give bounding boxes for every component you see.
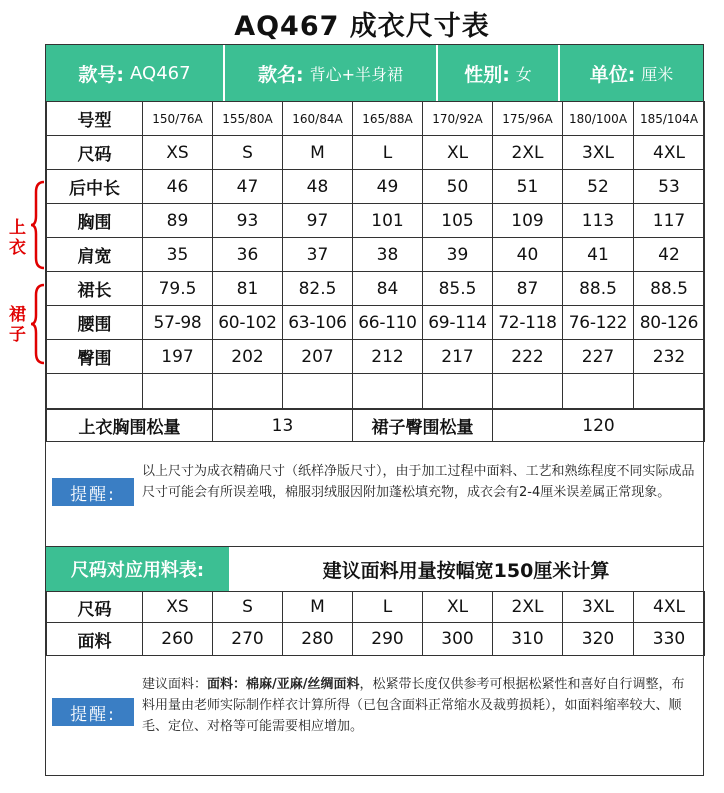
- fabric-amount-cell: 310: [493, 623, 563, 656]
- size-cell: 227: [563, 340, 634, 374]
- size-cell: 60-102: [213, 306, 283, 340]
- size-cell: 113: [563, 204, 634, 238]
- size-cell: 212: [353, 340, 423, 374]
- size-cell: 57-98: [143, 306, 213, 340]
- size-cell: 232: [634, 340, 705, 374]
- fabric-size-cell: M: [283, 592, 353, 623]
- size-cell: 160/84A: [283, 102, 353, 136]
- size-cell: 53: [634, 170, 705, 204]
- size-row-label: 肩宽: [47, 238, 143, 272]
- size-row-label: 尺码: [47, 136, 143, 170]
- size-row-label: 臀围: [47, 340, 143, 374]
- page-title: AQ467 成衣尺寸表: [234, 11, 490, 42]
- gender-value: 女: [515, 64, 532, 84]
- reminder-text-2-prefix: 建议面料：: [142, 677, 208, 692]
- reminder-note-2: [46, 656, 703, 776]
- fabric-size-cell: XL: [423, 592, 493, 623]
- fabric-section-label: 尺码对应用料表:: [46, 547, 229, 591]
- reminder-text-2: [142, 674, 697, 737]
- fabric-size-cell: XS: [143, 592, 213, 623]
- size-row: [47, 374, 705, 409]
- fabric-size-row: [47, 592, 705, 623]
- unit-label: 单位:: [589, 63, 636, 86]
- skirt-ease-value: 120: [493, 410, 705, 442]
- style-no-cell: [46, 45, 225, 101]
- size-cell: 42: [634, 238, 705, 272]
- size-cell: 38: [353, 238, 423, 272]
- skirt-brace-icon: [30, 283, 46, 365]
- size-cell: XS: [143, 136, 213, 170]
- size-row: [47, 136, 705, 170]
- fabric-size-cell: 3XL: [563, 592, 634, 623]
- size-cell: 79.5: [143, 272, 213, 306]
- size-cell: 48: [283, 170, 353, 204]
- size-cell: 202: [213, 340, 283, 374]
- size-cell: 39: [423, 238, 493, 272]
- unit-value: 厘米: [641, 64, 674, 84]
- fabric-size-cell: 2XL: [493, 592, 563, 623]
- size-cell: 47: [213, 170, 283, 204]
- size-cell: 88.5: [634, 272, 705, 306]
- size-cell: 165/88A: [353, 102, 423, 136]
- size-cell: 40: [493, 238, 563, 272]
- size-cell: S: [213, 136, 283, 170]
- size-cell: 51: [493, 170, 563, 204]
- size-cell: 84: [353, 272, 423, 306]
- size-cell: 185/104A: [634, 102, 705, 136]
- size-row: [47, 238, 705, 272]
- size-cell: [213, 374, 283, 409]
- size-cell: 88.5: [563, 272, 634, 306]
- size-cell: 170/92A: [423, 102, 493, 136]
- fabric-table: [46, 591, 705, 656]
- size-row-label: 裙长: [47, 272, 143, 306]
- ease-table: [46, 409, 705, 442]
- size-cell: 46: [143, 170, 213, 204]
- style-no-value: AQ467: [130, 62, 191, 84]
- reminder-tag-1: 提醒:: [52, 478, 134, 506]
- top-brace-icon: [30, 180, 46, 270]
- size-cell: M: [283, 136, 353, 170]
- size-cell: [353, 374, 423, 409]
- style-no-label: 款号:: [78, 63, 125, 86]
- size-cell: 4XL: [634, 136, 705, 170]
- size-cell: [283, 374, 353, 409]
- reminder-text-2-body: ，松紧带长度仅供参考可根据松紧性和喜好自行调整，布料用量由老师实际制作样衣计算所得（已包含面料正常缩水及裁剪损耗），如面料缩率较大、顺毛、定位、对格等可能需要相应增加。: [142, 677, 685, 734]
- top-ease-value: 13: [213, 410, 353, 442]
- unit-cell: [560, 45, 703, 101]
- style-name-value: 背心+半身裙: [309, 64, 404, 84]
- size-cell: 35: [143, 238, 213, 272]
- fabric-size-cell: 4XL: [634, 592, 705, 623]
- gender-label: 性别:: [464, 63, 510, 86]
- size-row-label: 号型: [47, 102, 143, 136]
- size-cell: 37: [283, 238, 353, 272]
- size-cell: 89: [143, 204, 213, 238]
- skirt-ease-label: 裙子臀围松量: [353, 410, 493, 442]
- size-cell: [563, 374, 634, 409]
- size-cell: 175/96A: [493, 102, 563, 136]
- size-cell: 117: [634, 204, 705, 238]
- size-row-label: 后中长: [47, 170, 143, 204]
- reminder-text-2-bold: 面料：棉麻/亚麻/丝绸面料: [207, 677, 360, 692]
- fabric-amount-cell: 270: [213, 623, 283, 656]
- size-cell: 109: [493, 204, 563, 238]
- fabric-size-cell: S: [213, 592, 283, 623]
- size-cell: 180/100A: [563, 102, 634, 136]
- size-cell: 155/80A: [213, 102, 283, 136]
- top-side-label: 上衣: [9, 218, 26, 258]
- size-cell: 72-118: [493, 306, 563, 340]
- skirt-side-label: 裙子: [9, 305, 26, 345]
- size-cell: 97: [283, 204, 353, 238]
- fabric-amount-header: 面料: [47, 623, 143, 656]
- size-cell: 50: [423, 170, 493, 204]
- fabric-amount-cell: 280: [283, 623, 353, 656]
- size-row-label: [47, 374, 143, 409]
- size-table: [46, 101, 705, 409]
- size-cell: 82.5: [283, 272, 353, 306]
- size-cell: 52: [563, 170, 634, 204]
- top-ease-label: 上衣胸围松量: [47, 410, 213, 442]
- size-cell: 197: [143, 340, 213, 374]
- size-cell: 76-122: [563, 306, 634, 340]
- size-row: [47, 306, 705, 340]
- size-cell: [634, 374, 705, 409]
- size-cell: 69-114: [423, 306, 493, 340]
- size-cell: 150/76A: [143, 102, 213, 136]
- size-cell: [493, 374, 563, 409]
- style-name-label: 款名:: [257, 63, 304, 86]
- size-cell: 217: [423, 340, 493, 374]
- size-row-label: 胸围: [47, 204, 143, 238]
- size-cell: [143, 374, 213, 409]
- info-bar: [46, 45, 703, 101]
- size-cell: 2XL: [493, 136, 563, 170]
- size-cell: 63-106: [283, 306, 353, 340]
- fabric-section-subtitle: 建议面料用量按幅宽150厘米计算: [322, 559, 610, 582]
- fabric-section-bar: [46, 547, 703, 591]
- size-cell: 80-126: [634, 306, 705, 340]
- size-row: [47, 102, 705, 136]
- size-cell: 3XL: [563, 136, 634, 170]
- size-cell: 105: [423, 204, 493, 238]
- size-cell: 49: [353, 170, 423, 204]
- size-cell: 222: [493, 340, 563, 374]
- gender-cell: [438, 45, 560, 101]
- size-cell: 36: [213, 238, 283, 272]
- size-cell: 41: [563, 238, 634, 272]
- fabric-amount-cell: 320: [563, 623, 634, 656]
- size-cell: 93: [213, 204, 283, 238]
- size-cell: [423, 374, 493, 409]
- size-row: [47, 170, 705, 204]
- size-row: [47, 340, 705, 374]
- reminder-note-1: [46, 441, 703, 547]
- fabric-size-header: 尺码: [47, 592, 143, 623]
- size-cell: XL: [423, 136, 493, 170]
- size-cell: 207: [283, 340, 353, 374]
- size-cell: L: [353, 136, 423, 170]
- size-sheet: [45, 44, 704, 776]
- fabric-amount-cell: 290: [353, 623, 423, 656]
- reminder-tag-2: 提醒:: [52, 698, 134, 726]
- size-cell: 87: [493, 272, 563, 306]
- size-row: [47, 272, 705, 306]
- size-row-label: 腰围: [47, 306, 143, 340]
- size-cell: 66-110: [353, 306, 423, 340]
- size-cell: 85.5: [423, 272, 493, 306]
- size-row: [47, 204, 705, 238]
- fabric-amount-cell: 300: [423, 623, 493, 656]
- fabric-amount-cell: 330: [634, 623, 705, 656]
- style-name-cell: [225, 45, 438, 101]
- reminder-text-1: 以上尺寸为成衣精确尺寸（纸样净版尺寸），由于加工过程中面料、工艺和熟练程度不同实际成品尺寸可能会有所误差哦，棉服羽绒服因附加蓬松填充物，成衣会有2-4厘米误差属正常现象。: [142, 464, 695, 500]
- fabric-amount-cell: 260: [143, 623, 213, 656]
- fabric-amount-row: [47, 623, 705, 656]
- size-cell: 101: [353, 204, 423, 238]
- size-cell: 81: [213, 272, 283, 306]
- fabric-size-cell: L: [353, 592, 423, 623]
